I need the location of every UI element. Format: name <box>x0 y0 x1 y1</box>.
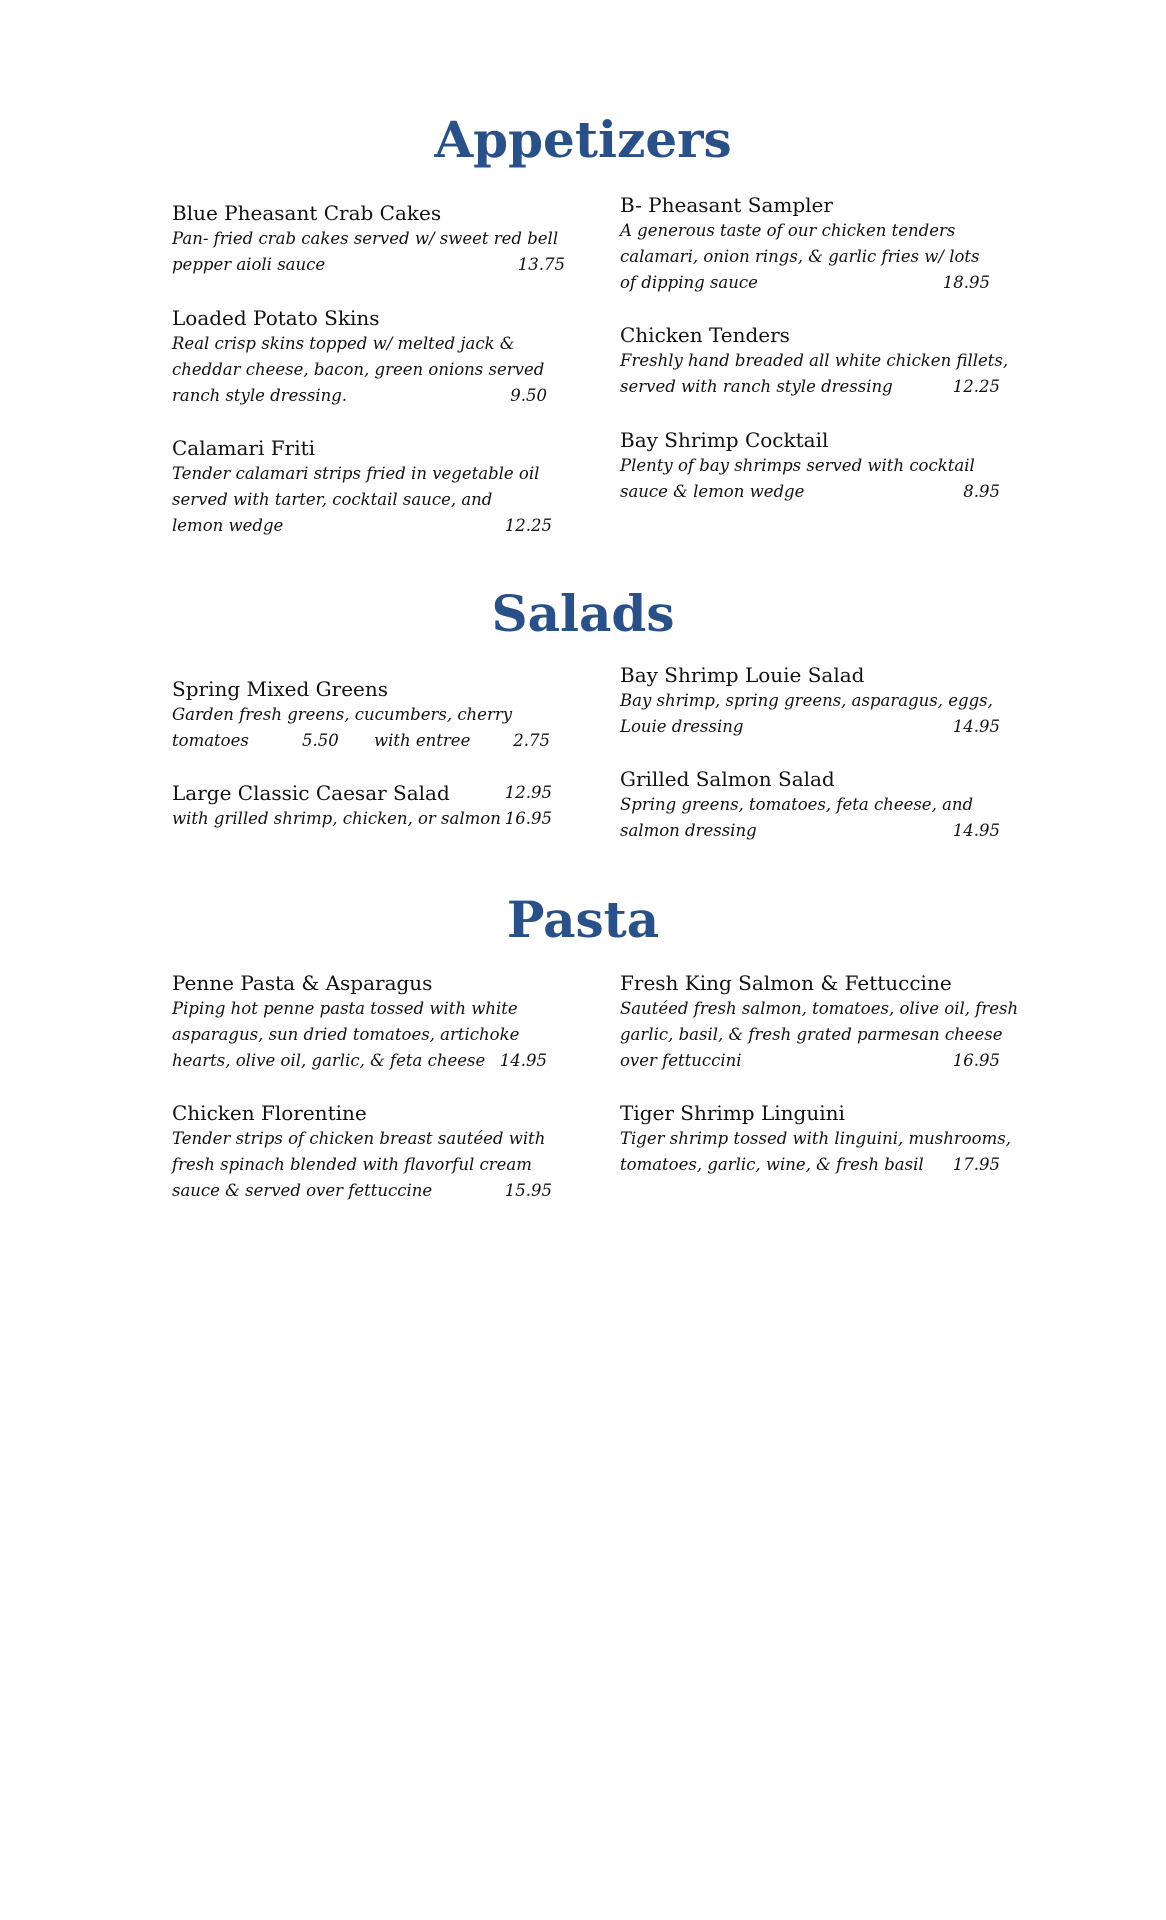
item-description: with grilled shrimp, chicken, or salmon 16.95 <box>172 806 552 832</box>
menu-item-tiger-shrimp-linguini <box>620 1100 1011 1178</box>
menu-item-grilled-salmon-salad <box>620 766 1000 844</box>
item-price: 12.25 <box>952 377 1000 396</box>
item-price: 14.95 <box>952 821 1000 840</box>
item-price: 16.95 <box>952 1051 1000 1070</box>
menu-item-spring-mixed-greens <box>172 676 550 754</box>
menu-item-blue-pheasant-crab-cakes <box>172 200 565 278</box>
item-price: 9.50 <box>510 386 547 405</box>
item-description: Freshly hand breaded all white chicken fillets, served with ranch style dressing 12.25 <box>620 348 1000 400</box>
item-name: Fresh King Salmon & Fettuccine <box>620 971 952 995</box>
item-price: 13.75 <box>517 255 565 274</box>
item-description: Spring greens, tomatoes, feta cheese, and salmon dressing 14.95 <box>620 792 1000 844</box>
item-name: Bay Shrimp Louie Salad <box>620 663 865 687</box>
menu-item-bay-shrimp-louie-salad <box>620 662 1000 740</box>
menu-item-chicken-tenders <box>620 322 1009 400</box>
item-description: Pan- fried crab cakes served w/ sweet red bell pepper aioli sauce 13.75 <box>172 226 565 278</box>
item-description: Real crisp skins topped w/ melted jack & cheddar cheese, bacon, green onions served ranch style dressing. 9.50 <box>172 331 547 409</box>
item-price: 15.95 <box>504 1181 552 1200</box>
menu-item-b-pheasant-sampler <box>620 192 990 296</box>
menu-item-penne-pasta-asparagus <box>172 970 547 1074</box>
item-description: Sautéed fresh salmon, tomatoes, olive oil, fresh garlic, basil, & fresh grated parmesan cheese over fettuccini 16.95 <box>620 996 1000 1074</box>
menu-item-large-classic-caesar-salad <box>172 780 552 832</box>
item-name: Grilled Salmon Salad <box>620 767 835 791</box>
salads-heading: Salads <box>491 584 675 643</box>
item-name: Chicken Florentine <box>172 1101 367 1125</box>
appetizers-heading: Appetizers <box>434 110 732 169</box>
item-price: 12.25 <box>504 516 552 535</box>
item-name: Tiger Shrimp Linguini <box>620 1101 845 1125</box>
item-name: Blue Pheasant Crab Cakes <box>172 201 442 225</box>
item-description: Bay shrimp, spring greens, asparagus, eggs, Louie dressing 14.95 <box>620 688 1000 740</box>
menu-item-fresh-king-salmon-fettuccine <box>620 970 1019 1074</box>
item-name: Chicken Tenders <box>620 323 790 347</box>
item-description: Piping hot penne pasta tossed with white asparagus, sun dried tomatoes, artichoke hearts, olive oil, garlic, & feta cheese 14.95 <box>172 996 547 1074</box>
menu-item-bay-shrimp-cocktail <box>620 427 1000 505</box>
item-price: 14.95 <box>499 1051 547 1070</box>
item-price: 17.95 <box>952 1155 1000 1174</box>
item-description: Tender calamari strips fried in vegetable oil served with tarter, cocktail sauce, and lemon wedge 12.25 <box>172 461 552 539</box>
item-description: Tiger shrimp tossed with linguini, mushrooms, tomatoes, garlic, wine, & fresh basil 17.95 <box>620 1126 1000 1178</box>
item-description: A generous taste of our chicken tenders calamari, onion rings, & garlic fries w/ lots of dipping sauce 18.95 <box>620 218 990 296</box>
item-name: Loaded Potato Skins <box>172 306 380 330</box>
menu-item-calamari-friti <box>172 435 552 539</box>
item-price-with-entree: 2.75 <box>513 731 550 750</box>
item-name: Spring Mixed Greens <box>172 677 389 701</box>
item-name: B- Pheasant Sampler <box>620 193 833 217</box>
item-name: Bay Shrimp Cocktail <box>620 428 829 452</box>
item-price: 5.50 <box>302 731 339 750</box>
item-price-with-protein: 16.95 <box>504 809 552 828</box>
menu-item-chicken-florentine <box>172 1100 552 1204</box>
item-name: Calamari Friti <box>172 436 316 460</box>
item-price: 12.95 <box>504 783 552 802</box>
item-price: 18.95 <box>942 273 990 292</box>
item-description: Garden fresh greens, cucumbers, cherry tomatoes 5.50 with entree 2.75 <box>172 702 550 754</box>
item-name: Penne Pasta & Asparagus <box>172 971 433 995</box>
pasta-heading: Pasta <box>506 890 660 949</box>
item-description: Plenty of bay shrimps served with cocktail sauce & lemon wedge 8.95 <box>620 453 1000 505</box>
item-description: Tender strips of chicken breast sautéed with fresh spinach blended with flavorful cream sauce & served over fettuccine 15.95 <box>172 1126 552 1204</box>
menu-item-loaded-potato-skins <box>172 305 547 409</box>
item-price: 8.95 <box>963 482 1000 501</box>
item-price: 14.95 <box>952 717 1000 736</box>
item-name: Large Classic Caesar Salad 12.95 <box>172 781 552 805</box>
